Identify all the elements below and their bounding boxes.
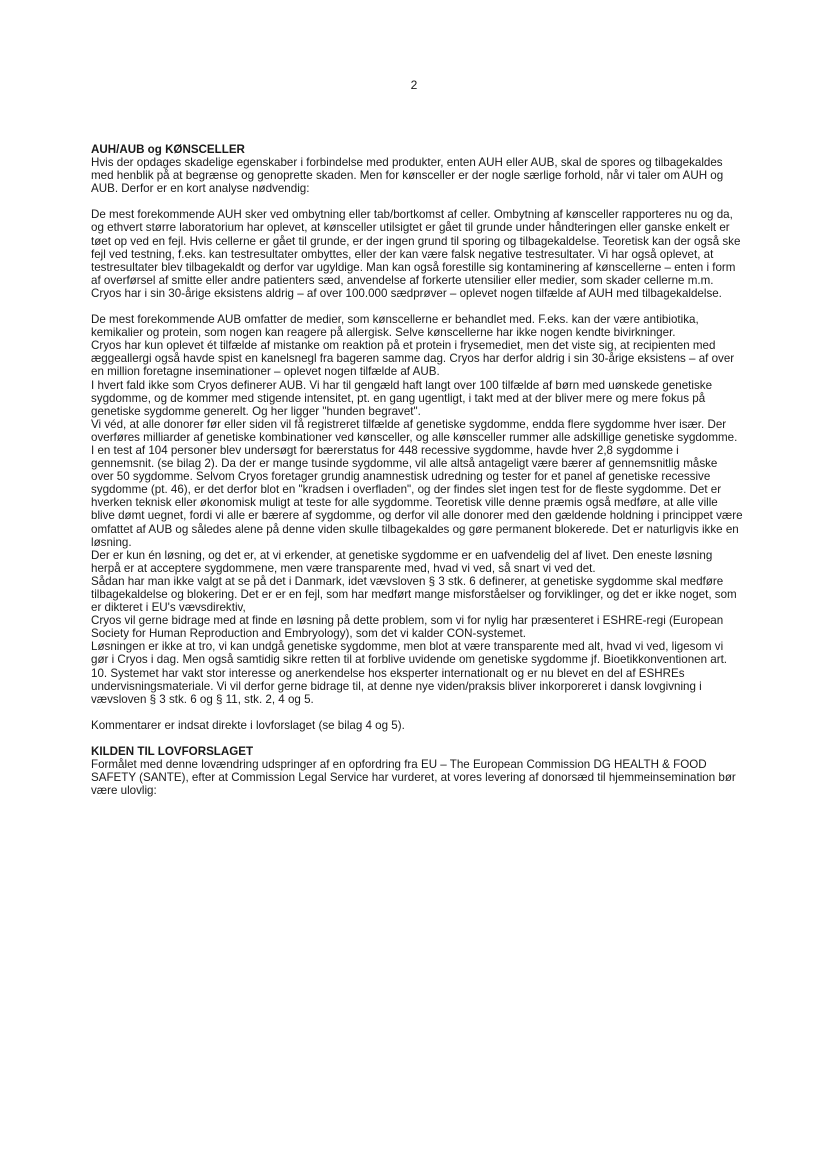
paragraph-spacer	[91, 732, 743, 745]
section-heading: KILDEN TIL LOVFORSLAGET	[91, 744, 254, 758]
paragraph: De mest forekommende AUH sker ved ombytning eller tab/bortkomst af celler. Ombytning af kønsceller rapporteres nu og da, og ethvert større laboratorium har oplevet, at kønsceller utilsigtet er gået til grunde under håndteringen eller ganske enkelt er tøet op ved en fejl. Hvis cellerne er gået til grunde, er der ingen grund til sporing og tilbagekaldelse. Teoretisk kan der også ske fejl ved testning, f.eks. kan testresultater ombyttes, eller der kan være falsk negative testresultater. Vi har også oplevet, at testresultater blev tilbagekaldt og derfor var ugyldige. Man kan også forestille sig kontaminering af kønscellerne – enten i form af overførsel af smitte eller andre patienters sæd, anvendelse af forkerte utensilier eller medier, som skader cellerne m.m.	[91, 208, 741, 287]
paragraph: Løsningen er ikke at tro, vi kan undgå genetiske sygdomme, men blot at være transparente med alt, hvad vi ved, ligesom vi gør i Cryos i dag. Men også samtidig sikre retten til at forblive uvidende om genetiske sygdomme jf. Bioetikkonventionen art. 10. Systemet har vakt stor interesse og anerkendelse hos eksperter internationalt og er nu blevet en del af ESHREs undervisningsmateriale. Vi vil derfor gerne bidrage til, at denne nye viden/praksis bliver inkorporeret i dansk lovgivning i vævsloven § 3 stk. 6 og § 11, stk. 2, 4 og 5.	[91, 640, 728, 706]
paragraph: Formålet med denne lovændring udspringer af en opfordring fra EU – The European Commission DG HEALTH & FOOD SAFETY (SANTE), efter at Commission Legal Service har vurderet, at vores levering af donorsæd til hjemmeinsemination bør være ulovlig:	[91, 758, 736, 798]
paragraph-spacer	[91, 706, 743, 719]
paragraph: Cryos har kun oplevet ét tilfælde af mistanke om reaktion på et protein i frysemediet, men det viste sig, at recipienten med æggeallergi også havde spist en kanelsnegl fra bageren samme dag. Cryos har derfor aldrig i sin 30-årige eksistens – af over en million foretagne inseminationer – oplevet nogen tilfælde af AUB.	[91, 339, 735, 379]
paragraph: Der er kun én løsning, og det er, at vi erkender, at genetiske sygdomme er en uafvendelig del af livet. Den eneste løsning herpå er at acceptere sygdommene, men være transparente med, hvad vi ved, så snart vi ved det.	[91, 548, 713, 575]
paragraph: De mest forekommende AUB omfatter de medier, som kønscellerne er behandlet med. F.eks. kan der være antibiotika, kemikalier og protein, som nogen kan reagere på allergisk. Selve kønscellerne har ikke nogen kendte bivirkninger.	[91, 313, 699, 340]
paragraph-spacer	[91, 195, 743, 208]
paragraph: Hvis der opdages skadelige egenskaber i forbindelse med produkter, enten AUH eller AUB, skal de spores og tilbagekaldes med henblik på at begrænse og genoprette skaden. Men for kønsceller er der nogle særlige forhold, når vi taler om AUH og AUB. Derfor er en kort analyse nødvendig:	[91, 156, 724, 196]
paragraph: I hvert fald ikke som Cryos definerer AUB. Vi har til gengæld haft langt over 100 tilfælde af børn med uønskede genetiske sygdomme, og de kommer med stigende intensitet, pt. en gang ugentligt, i takt med at der bliver mere og mere fokus på genetiske sygdomme generelt. Og her ligger "hunden begravet".	[91, 378, 713, 418]
section-heading: AUH/AUB og KØNSCELLER	[91, 143, 245, 156]
paragraph-spacer	[91, 300, 743, 313]
document-body	[91, 143, 743, 797]
paragraph: Cryos har i sin 30-årige eksistens aldrig – af over 100.000 sædprøver – oplevet nogen tilfælde af AUH med tilbagekaldelse.	[91, 286, 722, 300]
paragraph: Sådan har man ikke valgt at se på det i Danmark, idet vævsloven § 3 stk. 6 definerer, at genetiske sygdomme skal medføre tilbagekaldelse og blokering. Det er er en fejl, som har medført mange misforståelser og forviklinger, og det er ikke noget, som er dikteret i EU's vævsdirektiv,	[91, 574, 737, 615]
paragraph: Vi véd, at alle donorer før eller siden vil få registreret tilfælde af genetiske sygdomme, endda flere sygdomme hver især. Der overføres milliarder af genetiske kombinationer ved kønsceller, og alle kønsceller rummer alle adskillige genetiske sygdomme. I en test af 104 personer blev undersøgt for bærerstatus for 448 recessive sygdomme, havde hver 2,8 sygdomme i gennemsnit. (se bilag 2). Da der er mange tusinde sygdomme, vil alle altså antageligt være bærer af gennemsnitlig måske over 50 sygdomme. Selvom Cryos foretager grundig anamnestisk udredning og tester for et panel af genetiske recessive sygdomme (pt. 46), er det derfor blot en "kradsen i overfladen", og der findes slet ingen test for de fleste sygdomme. Det er hverken teknisk eller økonomisk muligt at teste for alle sygdomme. Teoretisk ville denne præmis også medføre, at alle ville blive dømt uegnet, fordi vi alle er bærere af sygdomme, og derfor vil alle donorer med den gældende holdning i princippet være omfattet af AUB og således alene på denne viden skulle tilbagekaldes og gøre permanent blokerede. Det er naturligvis ikke en løsning.	[91, 417, 743, 549]
page-number: 2	[410, 78, 418, 92]
paragraph: Cryos vil gerne bidrage med at finde en løsning på dette problem, som vi for nylig har præsenteret i ESHRE-regi (European Society for Human Reproduction and Embryology), som det vi kalder CON-systemet.	[91, 614, 724, 641]
paragraph: Kommentarer er indsat direkte i lovforslaget (se bilag 4 og 5).	[91, 718, 405, 732]
